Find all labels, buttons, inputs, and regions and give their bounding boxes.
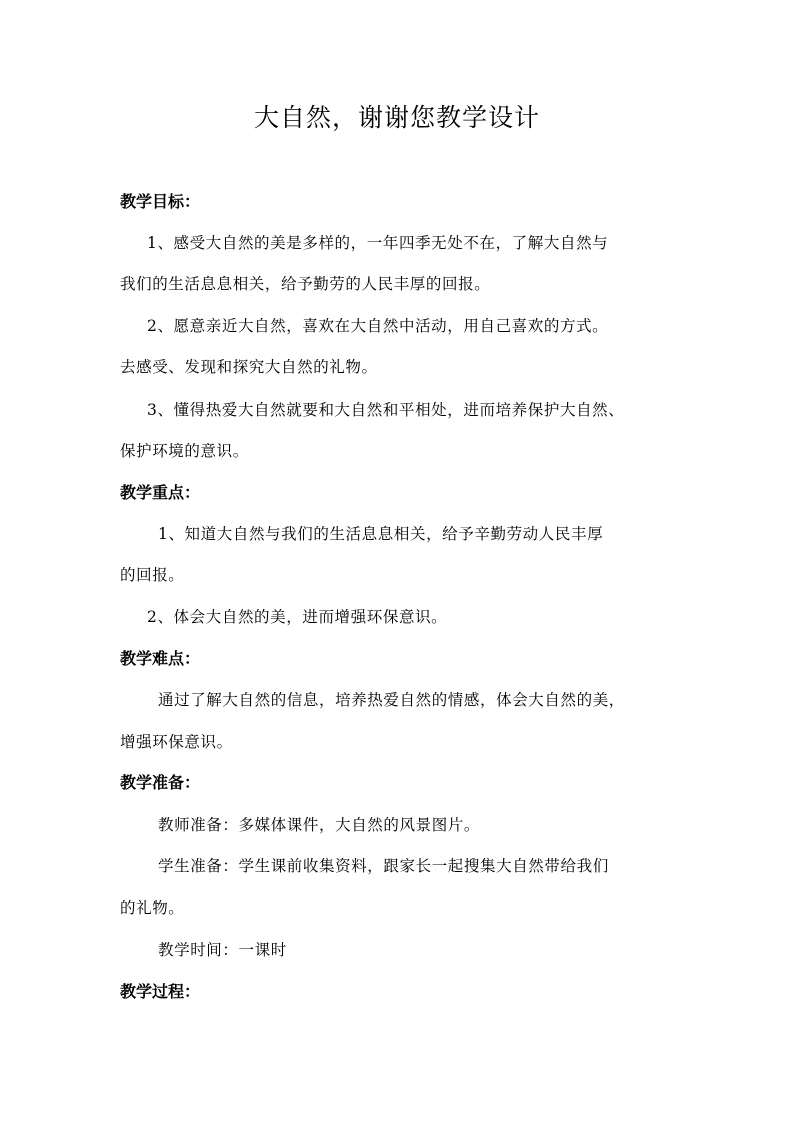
- difficulty-line-2: 增强环保意识。: [120, 733, 233, 751]
- teacher-preparation: 教师准备：多媒体课件，大自然的风景图片。: [158, 816, 481, 834]
- heading-key-points: 教学重点：: [120, 483, 201, 502]
- key-point-1-line-1: 1、知道大自然与我们的生活息息相关，给予辛勤劳动人民丰厚: [158, 525, 604, 543]
- goal-1-line-2: 我们的生活息息相关，给予勤劳的人民丰厚的回报。: [120, 275, 491, 293]
- student-preparation-line-2: 的礼物。: [120, 899, 185, 917]
- goal-1-line-1: 1、感受大自然的美是多样的，一年四季无处不在，了解大自然与: [147, 234, 609, 252]
- key-point-2-line-1: 2、体会大自然的美，进而增强环保意识。: [147, 608, 448, 626]
- heading-difficulties: 教学难点：: [120, 649, 201, 668]
- heading-teaching-goals: 教学目标：: [120, 192, 201, 211]
- key-point-1-line-2: 的回报。: [120, 566, 185, 584]
- difficulty-line-1: 通过了解大自然的信息，培养热爱自然的情感，体会大自然的美，: [158, 691, 625, 709]
- goal-2-line-2: 去感受、发现和探究大自然的礼物。: [120, 358, 378, 376]
- heading-process: 教学过程：: [120, 982, 201, 1001]
- goal-2-line-1: 2、愿意亲近大自然，喜欢在大自然中活动，用自己喜欢的方式。: [147, 317, 609, 335]
- teaching-time: 教学时间：一课时: [158, 941, 287, 959]
- student-preparation-line-1: 学生准备：学生课前收集资料，跟家长一起搜集大自然带给我们: [158, 857, 609, 875]
- goal-3-line-1: 3、懂得热爱大自然就要和大自然和平相处，进而培养保护大自然、: [147, 401, 625, 419]
- heading-preparation: 教学准备：: [120, 773, 201, 792]
- goal-3-line-2: 保护环境的意识。: [120, 442, 249, 460]
- document-title: 大自然，谢谢您教学设计: [253, 103, 540, 132]
